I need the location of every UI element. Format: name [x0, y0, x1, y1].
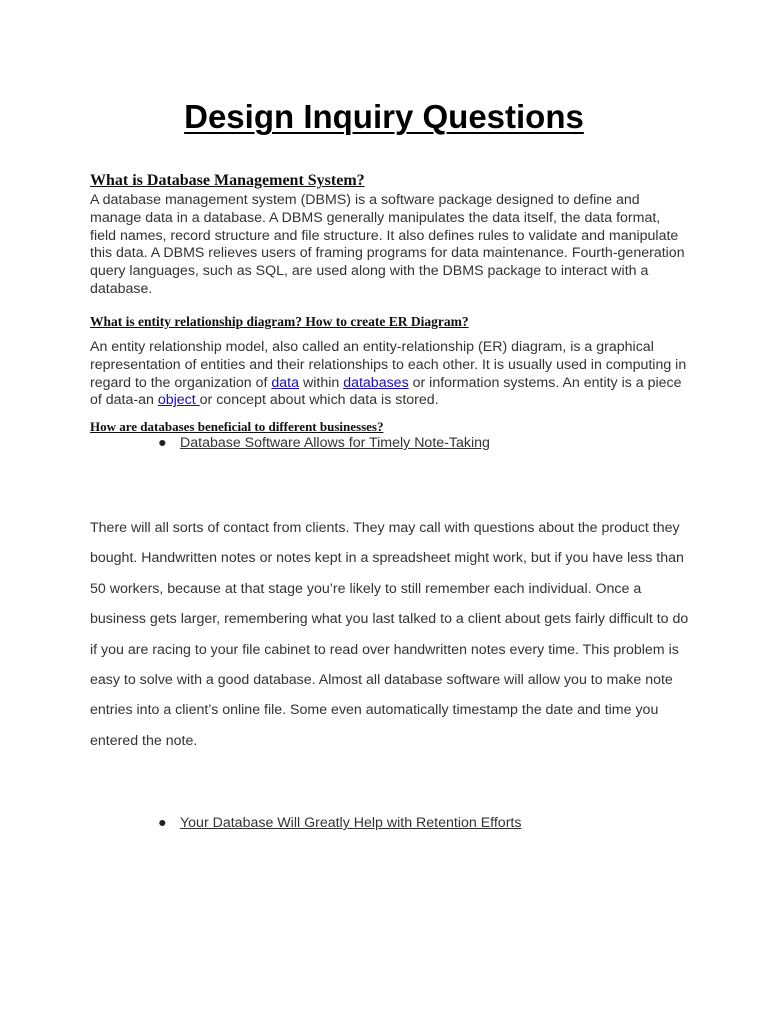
link-data[interactable]: data — [271, 374, 300, 391]
section-heading-er-diagram: What is entity relationship diagram? How to create ER Diagram? — [90, 314, 469, 329]
page-title: Design Inquiry Questions — [184, 98, 584, 135]
paragraph-note-taking: There will all sorts of contact from clients. They may call with questions about the product they bought. Handwritten notes or notes kept in a spreadsheet might work, but if you have less than 50 workers, because at that stage you’re likely to still remember each individual. Once a business gets larger, remembering what you last talked to a client about gets fairly difficult to do if you are racing to your file cabinet to read over handwritten notes every time. This problem is easy to solve with a good database. Almost all database software will allow you to make note entries into a client’s online file. Some even automatically timestamp the date and time you entered the note. — [90, 520, 689, 749]
bullet-item-retention — [158, 815, 521, 831]
er-text-part3: or information systems. An entity is a piece of data-an — [90, 374, 682, 409]
bullet-link-retention[interactable]: Your Database Will Greatly Help with Retention Efforts — [180, 815, 522, 831]
link-databases[interactable]: databases — [343, 374, 409, 391]
paragraph-dbms: A database management system (DBMS) is a software package designed to define and manage data in a database. A DBMS generally manipulates the data itself, the data format, field names, record structure and file structure. It also defines rules to validate and manipulate this data. A DBMS relieves users of framing programs for data maintenance. Fourth-generation query languages, such as SQL, are used along with the DBMS package to interact with a database. — [90, 192, 685, 297]
paragraph-er-diagram — [90, 339, 690, 410]
bullet-icon: ● — [158, 815, 167, 831]
er-text-part2: within — [299, 374, 344, 391]
link-object[interactable]: object — [157, 392, 200, 409]
section-heading-business-benefits: How are databases beneficial to different businesses? — [90, 419, 384, 434]
bullet-item-note-taking — [158, 435, 490, 451]
bullet-icon: ● — [158, 435, 167, 451]
er-text-part1: An entity relationship model, also called an entity-relationship (ER) diagram, is a graphical representation of entities and their relationships to each other. It is usually used in computing in regard to the organization of — [90, 339, 687, 391]
er-text-part4: or concept about which data is stored. — [199, 392, 439, 409]
bullet-link-note-taking[interactable]: Database Software Allows for Timely Note-Taking — [180, 435, 490, 451]
section-heading-dbms: What is Database Management System? — [90, 172, 365, 189]
